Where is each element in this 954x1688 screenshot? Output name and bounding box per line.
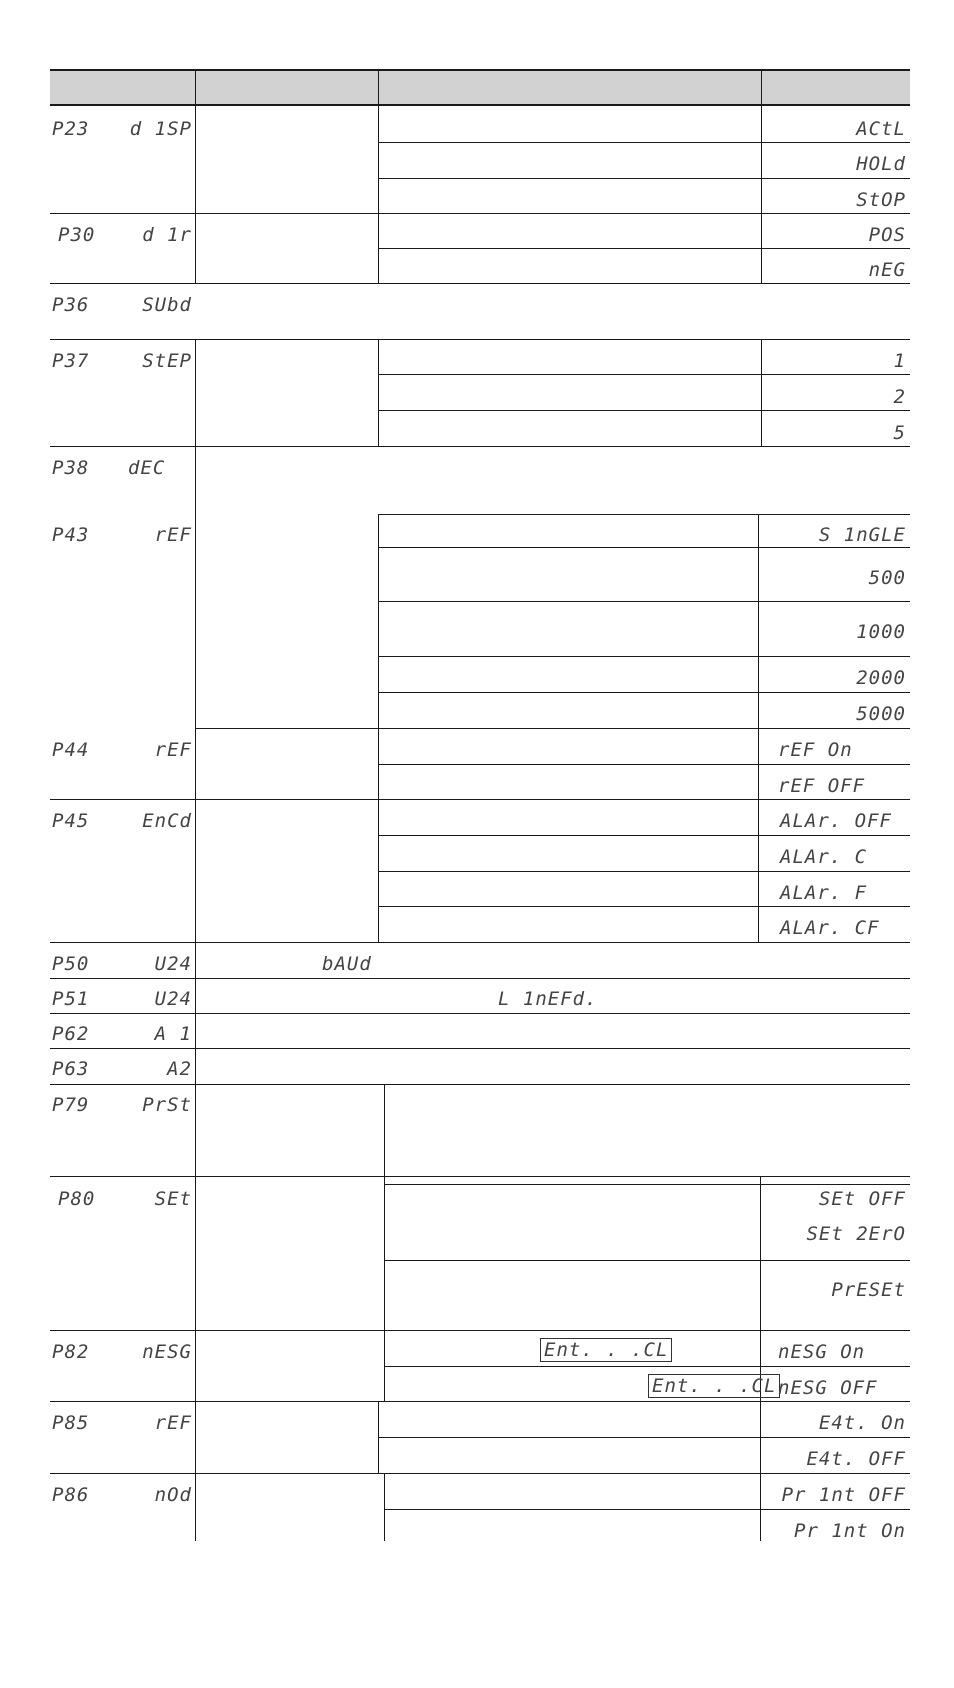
key-sequence: Ent. . .CL (648, 1374, 780, 1398)
option-value: rEF OFF (778, 775, 866, 797)
option-value: ALAr. F (780, 882, 868, 904)
rule (50, 213, 910, 214)
param-code: P44 (52, 739, 90, 761)
col-rule (195, 446, 196, 542)
option-value: PrESEt (831, 1279, 906, 1301)
col-rule (384, 1176, 385, 1331)
rule (378, 764, 910, 765)
param-name: PrSt (142, 1094, 192, 1116)
option-value: ALAr. CF (780, 917, 880, 939)
col-rule (760, 1401, 761, 1541)
param-name: U24 (154, 988, 192, 1010)
rule (378, 1437, 910, 1438)
option-value: Pr 1nt On (794, 1520, 906, 1542)
param-name: A 1 (154, 1023, 192, 1045)
param-name: rEF (154, 524, 192, 546)
rule (378, 656, 910, 657)
option-value: 2000 (856, 667, 906, 689)
rule (378, 410, 910, 411)
col-rule (378, 514, 379, 942)
option-value: S 1nGLE (818, 524, 906, 546)
param-name: StEP (142, 350, 192, 372)
col-rule (758, 514, 759, 942)
option-value: SEt 2ErO (806, 1223, 906, 1245)
param-code: P43 (52, 524, 90, 546)
param-name: nOd (154, 1484, 192, 1506)
rule (50, 1330, 910, 1331)
rule (50, 104, 910, 106)
col-rule (760, 1176, 761, 1331)
param-name: nESG (142, 1341, 192, 1363)
option-value: POS (868, 224, 906, 246)
rule (378, 514, 910, 515)
option-value: HOLd (856, 153, 906, 175)
option-value: ALAr. OFF (780, 810, 892, 832)
param-name: d 1SP (129, 118, 192, 140)
rule (378, 248, 910, 249)
rule (378, 871, 910, 872)
rule (50, 283, 910, 284)
option-value: rEF On (778, 739, 853, 761)
option-value: 1000 (856, 621, 906, 643)
param-name: rEF (154, 1412, 192, 1434)
option-value: 2 (893, 386, 906, 408)
param-name: EnCd (142, 810, 192, 832)
param-name: SUbd (142, 294, 192, 316)
param-name: SEt (154, 1188, 192, 1210)
param-code: P51 (52, 988, 90, 1010)
rule (50, 1473, 910, 1474)
rule (50, 69, 910, 71)
option-value: 500 (868, 567, 906, 589)
rule (378, 601, 910, 602)
key-sequence: Ent. . .CL (540, 1338, 672, 1362)
option-value: 5000 (856, 703, 906, 725)
rule (384, 1366, 910, 1367)
rule (384, 1184, 910, 1185)
option-value: E4t. On (818, 1412, 906, 1434)
param-note: L 1nEFd. (498, 988, 598, 1010)
rule (384, 1509, 910, 1510)
col-rule (378, 339, 379, 446)
rule (378, 547, 910, 548)
param-code: P38 (52, 457, 90, 479)
col-rule (761, 70, 762, 284)
option-value: nESG OFF (778, 1377, 878, 1399)
param-code: P80 (58, 1188, 96, 1210)
rule (50, 339, 910, 340)
param-code: P86 (52, 1484, 90, 1506)
col-rule (195, 70, 196, 284)
rule (378, 374, 910, 375)
option-value: ACtL (856, 118, 906, 140)
option-value: 1 (893, 350, 906, 372)
rule (378, 178, 910, 179)
param-code: P82 (52, 1341, 90, 1363)
param-code: P23 (52, 118, 90, 140)
option-value: nESG On (778, 1341, 866, 1363)
param-name: dEC (128, 457, 166, 479)
param-code: P85 (52, 1412, 90, 1434)
rule (50, 978, 910, 979)
rule (50, 1401, 910, 1402)
param-code: P45 (52, 810, 90, 832)
param-code: P50 (52, 953, 90, 975)
rule (50, 942, 910, 943)
col-rule (384, 1084, 385, 1176)
rule (378, 906, 910, 907)
param-code: P30 (58, 224, 96, 246)
rule (50, 799, 910, 800)
param-name: U24 (154, 953, 192, 975)
option-value: ALAr. C (780, 846, 868, 868)
table-header (50, 70, 910, 104)
rule (50, 1084, 910, 1085)
rule (384, 1260, 910, 1261)
col-rule (384, 1330, 385, 1401)
rule (378, 835, 910, 836)
param-note: bAUd (322, 953, 372, 975)
option-value: nEG (868, 259, 906, 281)
param-name: d 1r (142, 224, 192, 246)
rule (378, 692, 910, 693)
col-rule (378, 1401, 379, 1473)
option-value: SEt OFF (818, 1188, 906, 1210)
col-rule (378, 70, 379, 284)
param-code: P62 (52, 1023, 90, 1045)
param-code: P36 (52, 294, 90, 316)
param-code: P37 (52, 350, 90, 372)
rule (50, 446, 910, 447)
col-rule (384, 1473, 385, 1541)
rule (50, 1048, 910, 1049)
param-code: P79 (52, 1094, 90, 1116)
param-name: rEF (154, 739, 192, 761)
option-value: E4t. OFF (806, 1448, 906, 1470)
rule (195, 728, 910, 729)
param-name: A2 (167, 1058, 192, 1080)
rule (378, 142, 910, 143)
option-value: 5 (893, 422, 906, 444)
rule (50, 1013, 910, 1014)
option-value: StOP (856, 189, 906, 211)
rule (50, 1176, 910, 1177)
param-code: P63 (52, 1058, 90, 1080)
option-value: Pr 1nt OFF (781, 1484, 906, 1506)
